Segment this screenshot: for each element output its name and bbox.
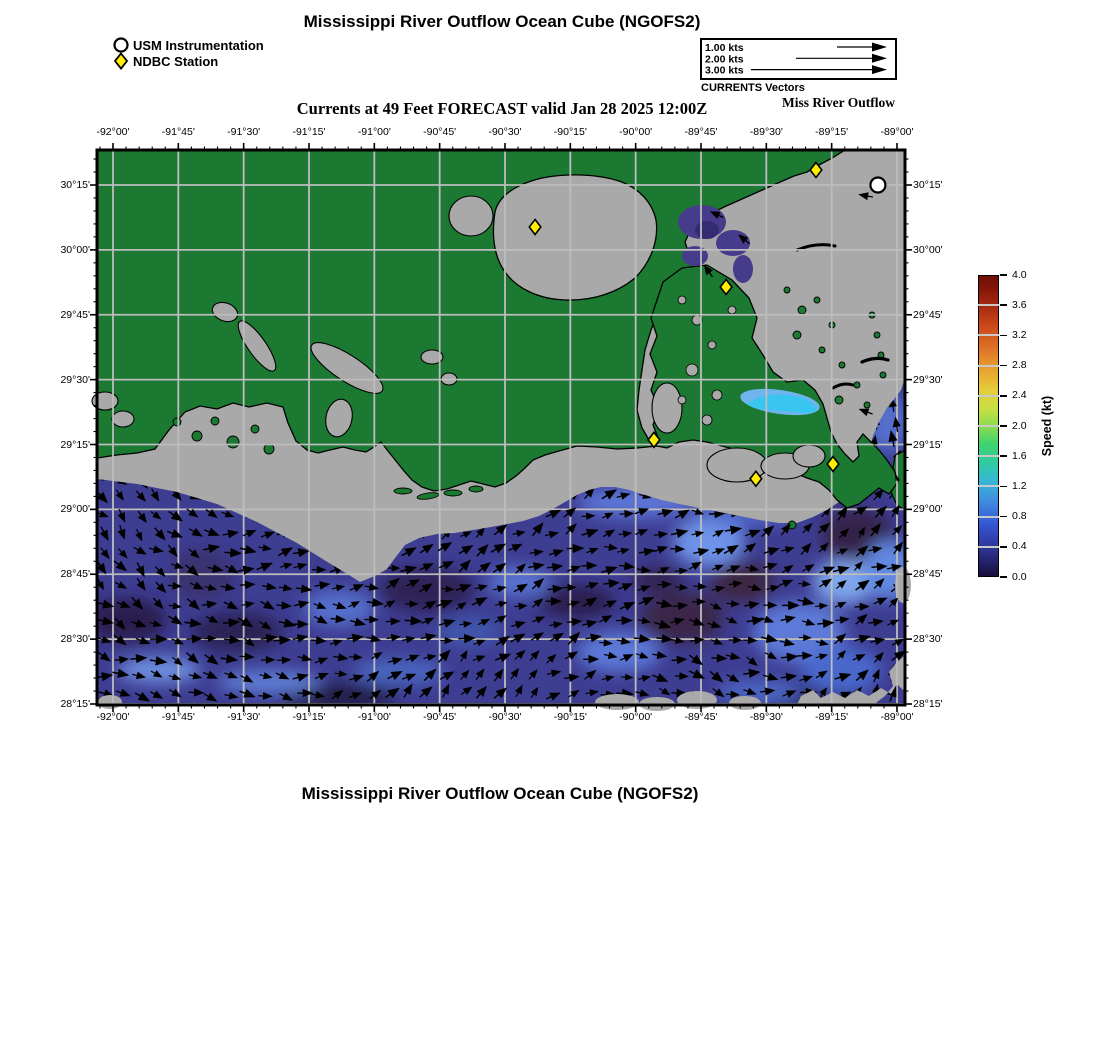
lon-tick-label: -89°45'	[684, 711, 718, 723]
lon-tick-label: -89°00'	[880, 126, 914, 138]
legend-row-usm	[112, 37, 264, 53]
colorbar-gridline	[978, 485, 999, 487]
lat-tick-label: 29°45'	[913, 308, 943, 321]
colorbar-tick-label: 1.6	[1012, 449, 1027, 462]
lon-tick-label: -90°45'	[423, 126, 457, 138]
lon-tick-label: -91°00'	[357, 126, 391, 138]
lon-tick-label: -91°15'	[292, 711, 326, 723]
lat-tick-label: 29°15'	[913, 438, 943, 451]
colorbar-tick-label: 0.0	[1012, 570, 1027, 583]
lon-tick-label: -90°00'	[619, 126, 653, 138]
forecast-subtitle: Currents at 49 Feet FORECAST valid Jan 28 2025 12:00Z	[296, 99, 708, 118]
lat-tick-label: 29°30'	[60, 373, 90, 386]
lat-tick-label: 28°45'	[913, 568, 943, 581]
lon-tick-label: -91°45'	[161, 126, 195, 138]
map-region-label: Miss River Outflow	[782, 95, 895, 110]
colorbar-gridline	[978, 455, 999, 457]
vector-scale-arrows	[702, 40, 893, 77]
lat-tick-label: 29°30'	[913, 373, 943, 386]
lon-tick-label: -89°30'	[749, 711, 783, 723]
colorbar-tick	[1000, 425, 1007, 427]
lat-tick-label: 30°15'	[913, 179, 943, 191]
lon-tick-label: -92°00'	[96, 711, 130, 723]
map-layers	[87, 143, 915, 712]
colorbar-gridline	[978, 334, 999, 336]
lon-tick-label: -92°00'	[96, 126, 130, 138]
ndbc-diamond-icon	[112, 52, 130, 70]
lat-tick-label: 29°00'	[60, 503, 90, 516]
colorbar-tick	[1000, 516, 1007, 518]
colorbar-gridline	[978, 365, 999, 367]
lon-tick-label: -90°00'	[619, 711, 653, 723]
colorbar-tick	[1000, 395, 1007, 397]
colorbar-tick	[1000, 304, 1007, 306]
lon-tick-label: -89°00'	[880, 711, 914, 723]
legend-ndbc-label: NDBC Station	[133, 53, 219, 69]
colorbar-title: Speed (kt)	[1040, 395, 1054, 457]
colorbar-tick	[1000, 486, 1007, 488]
lat-tick-label: 28°15'	[60, 698, 90, 710]
lat-tick-label: 29°15'	[60, 438, 90, 451]
lon-tick-label: -89°15'	[815, 126, 849, 138]
lat-tick-label: 28°30'	[60, 633, 90, 646]
lat-tick-label: 30°00'	[60, 243, 90, 256]
lon-tick-label: -91°00'	[357, 711, 391, 723]
colorbar-tick-label: 2.0	[1012, 419, 1027, 432]
colorbar-tick-label: 3.2	[1012, 328, 1027, 341]
colorbar-tick-label: 3.6	[1012, 298, 1027, 311]
vector-scale-box	[700, 38, 897, 80]
lon-tick-label: -90°15'	[553, 711, 587, 723]
page-title: Mississippi River Outflow Ocean Cube (NGOFS2)	[303, 12, 701, 31]
colorbar-gridline	[978, 304, 999, 306]
lon-tick-label: -89°15'	[815, 711, 849, 723]
colorbar-tick-label: 0.4	[1012, 540, 1027, 553]
svg-text:1.00 kts: 1.00 kts	[705, 42, 744, 54]
lon-tick-label: -91°30'	[227, 126, 261, 138]
lat-tick-label: 29°45'	[60, 308, 90, 321]
colorbar-tick	[1000, 546, 1007, 548]
lat-tick-label: 28°30'	[913, 633, 943, 646]
colorbar-tick	[1000, 576, 1007, 578]
lat-tick-label: 28°15'	[913, 698, 943, 710]
colorbar-gridline	[978, 425, 999, 427]
colorbar-tick-label: 4.0	[1012, 268, 1027, 281]
colorbar-tick	[1000, 335, 1007, 337]
colorbar-tick	[1000, 274, 1007, 276]
legend-usm-label: USM Instrumentation	[133, 37, 264, 53]
colorbar-tick	[1000, 455, 1007, 457]
lat-tick-label: 28°45'	[60, 568, 90, 581]
lon-tick-label: -90°30'	[488, 126, 522, 138]
colorbar-tick	[1000, 365, 1007, 367]
colorbar-tick-label: 2.8	[1012, 359, 1027, 372]
colorbar-gridline	[978, 395, 999, 397]
lon-tick-label: -91°45'	[161, 711, 195, 723]
colorbar-gridline	[978, 516, 999, 518]
svg-text:3.00 kts: 3.00 kts	[705, 64, 744, 77]
lon-tick-label: -91°15'	[292, 126, 326, 138]
map-plot	[87, 140, 915, 715]
legend-row-ndbc	[112, 53, 218, 69]
colorbar-tick-label: 2.4	[1012, 389, 1027, 402]
colorbar-tick-label: 1.2	[1012, 479, 1027, 492]
lon-tick-label: -91°30'	[227, 711, 261, 723]
vector-scale-caption: CURRENTS Vectors	[701, 82, 805, 94]
lon-tick-label: -90°15'	[553, 126, 587, 138]
lon-tick-label: -90°30'	[488, 711, 522, 723]
svg-text:2.00 kts: 2.00 kts	[705, 53, 744, 66]
station-marker-usm	[870, 178, 885, 193]
lon-tick-label: -89°30'	[749, 126, 783, 138]
colorbar-gridline	[978, 546, 999, 548]
lat-tick-label: 30°00'	[913, 243, 943, 256]
lon-tick-label: -89°45'	[684, 126, 718, 138]
colorbar-tick-label: 0.8	[1012, 510, 1027, 523]
lat-tick-label: 30°15'	[60, 179, 90, 191]
footer-title: Mississippi River Outflow Ocean Cube (NGOFS2)	[301, 784, 699, 803]
lat-tick-label: 29°00'	[913, 503, 943, 516]
lon-tick-label: -90°45'	[423, 711, 457, 723]
